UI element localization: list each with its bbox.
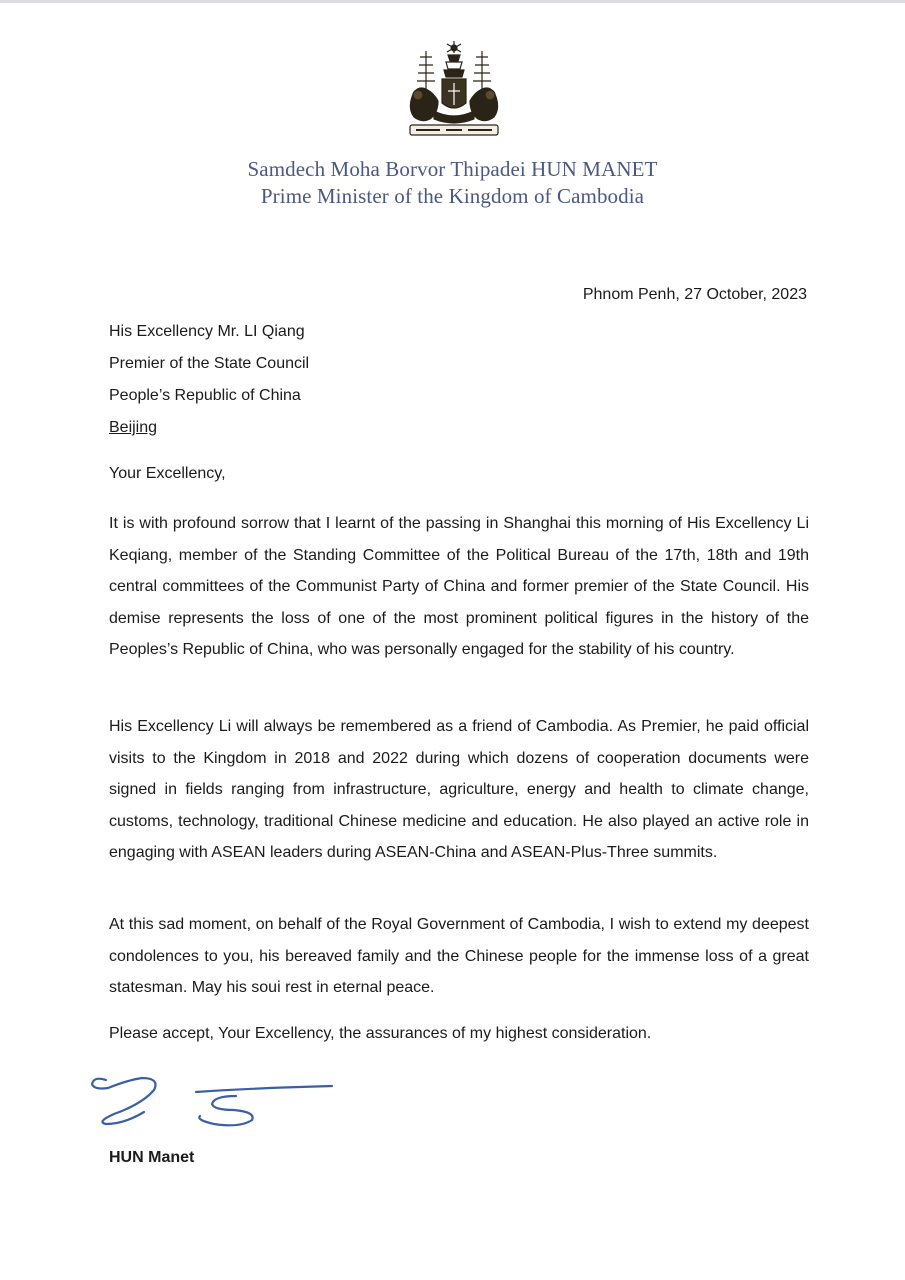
- recipient-position: Premier of the State Council: [109, 355, 310, 372]
- recipient-name: His Excellency Mr. LI Qiang: [109, 323, 305, 340]
- body-paragraph-1: It is with profound sorrow that I learnt of the passing in Shanghai this morning of His Excellency Li Keqiang, member of the Standing Committee of the Political Bureau of the 17th, 18th and 19th central committees of the Communist Party of China and former premier of the State Council. His demise represents the loss of one of the most prominent political figures in the history of the Peoples’s Republic of China, who was personally engaged for the stability of his country.: [109, 515, 809, 658]
- signer-name: HUN Manet: [109, 1149, 195, 1166]
- royal-coat-of-arms-icon: [404, 39, 504, 141]
- letterhead-name: Samdech Moha Borvor Thipadei HUN MANET: [247, 157, 658, 181]
- letterhead-title: Prime Minister of the Kingdom of Cambodia: [260, 184, 645, 208]
- handwritten-signature-icon: [84, 1066, 334, 1132]
- body-paragraph-2: His Excellency Li will always be remembered as a friend of Cambodia. As Premier, he paid official visits to the Kingdom in 2018 and 2022 during which dozens of cooperation documents were signed in fields ranging from infrastructure, agriculture, energy and health to climate change, customs, technology, traditional Chinese medicine and education. He also played an active role in engaging with ASEAN leaders during ASEAN-China and ASEAN-Plus-Three summits.: [109, 718, 809, 861]
- recipient-city: Beijing: [109, 419, 158, 436]
- body-paragraph-3: At this sad moment, on behalf of the Royal Government of Cambodia, I wish to extend my deepest condolences to you, his bereaved family and the Chinese people for the immense loss of a great statesman. May his soui rest in eternal peace.: [109, 916, 809, 996]
- date-line: Phnom Penh, 27 October, 2023: [582, 286, 807, 303]
- recipient-address: [109, 316, 309, 444]
- closing-paragraph: Please accept, Your Excellency, the assurances of my highest consideration.: [109, 1025, 652, 1042]
- salutation: Your Excellency,: [109, 465, 226, 482]
- recipient-country: People’s Republic of China: [109, 387, 301, 404]
